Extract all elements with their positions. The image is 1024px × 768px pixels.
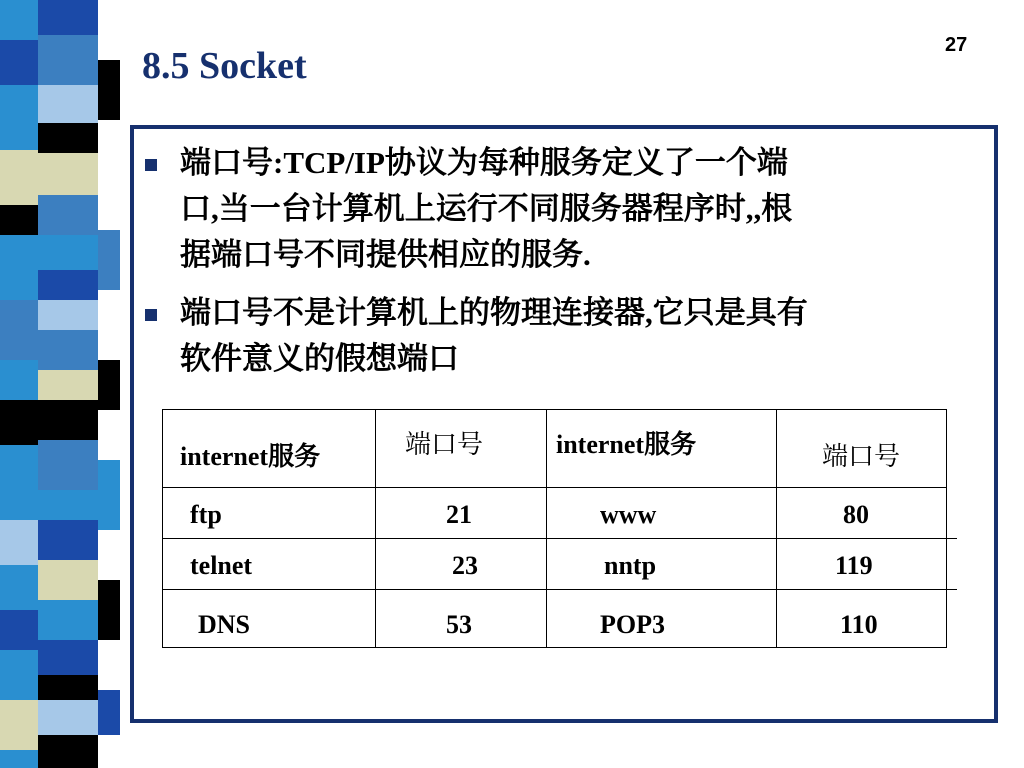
bullet-line: 端口号不是计算机上的物理连接器,它只是具有 — [180, 295, 808, 330]
table-cell: 21 — [446, 500, 472, 529]
bullet-marker-icon — [145, 159, 157, 171]
table-rule — [776, 409, 777, 648]
table-rule — [375, 409, 376, 648]
table-rule — [162, 538, 957, 539]
slide-title: 8.5 Socket — [142, 45, 307, 87]
table-rule — [162, 487, 947, 488]
bullet-line: 据端口号不同提供相应的服务. — [180, 237, 591, 272]
table-rule — [162, 409, 163, 648]
page-number: 27 — [945, 34, 968, 56]
table-cell: nntp — [604, 551, 657, 580]
table-rule — [162, 589, 957, 590]
table-header-cell: 端口号 — [405, 430, 484, 459]
table-cell: ftp — [190, 500, 222, 529]
decorative-stripe — [0, 0, 120, 768]
table-cell: 23 — [452, 551, 478, 580]
stripe-column-right — [98, 0, 120, 768]
bullet-item — [142, 140, 977, 278]
table-rule — [162, 647, 947, 648]
stripe-column-middle — [38, 0, 98, 768]
table-cell: POP3 — [600, 610, 665, 639]
table-header-cell: 端口号 — [822, 442, 901, 471]
bullet-line: 端口号:TCP/IP协议为每种服务定义了一个端 — [180, 145, 788, 180]
bullet-item — [142, 290, 977, 382]
table-header-cell: internet服务 — [556, 430, 697, 459]
bullet-marker-icon — [145, 309, 157, 321]
table-rule — [162, 409, 947, 410]
table-cell: 53 — [446, 610, 472, 639]
bullet-line: 软件意义的假想端口 — [180, 341, 459, 376]
table-cell: DNS — [198, 610, 251, 639]
table-header-cell: internet服务 — [180, 442, 321, 471]
table-rule — [546, 409, 547, 648]
table-cell: 119 — [835, 551, 873, 580]
stripe-column-left — [0, 0, 38, 768]
table-cell: telnet — [190, 551, 253, 580]
table-cell: 110 — [840, 610, 878, 639]
table-cell: 80 — [843, 500, 869, 529]
table-cell: www — [600, 500, 657, 529]
bullet-line: 口,当一台计算机上运行不同服务器程序时,,根 — [180, 191, 793, 226]
table-rule — [946, 409, 947, 648]
